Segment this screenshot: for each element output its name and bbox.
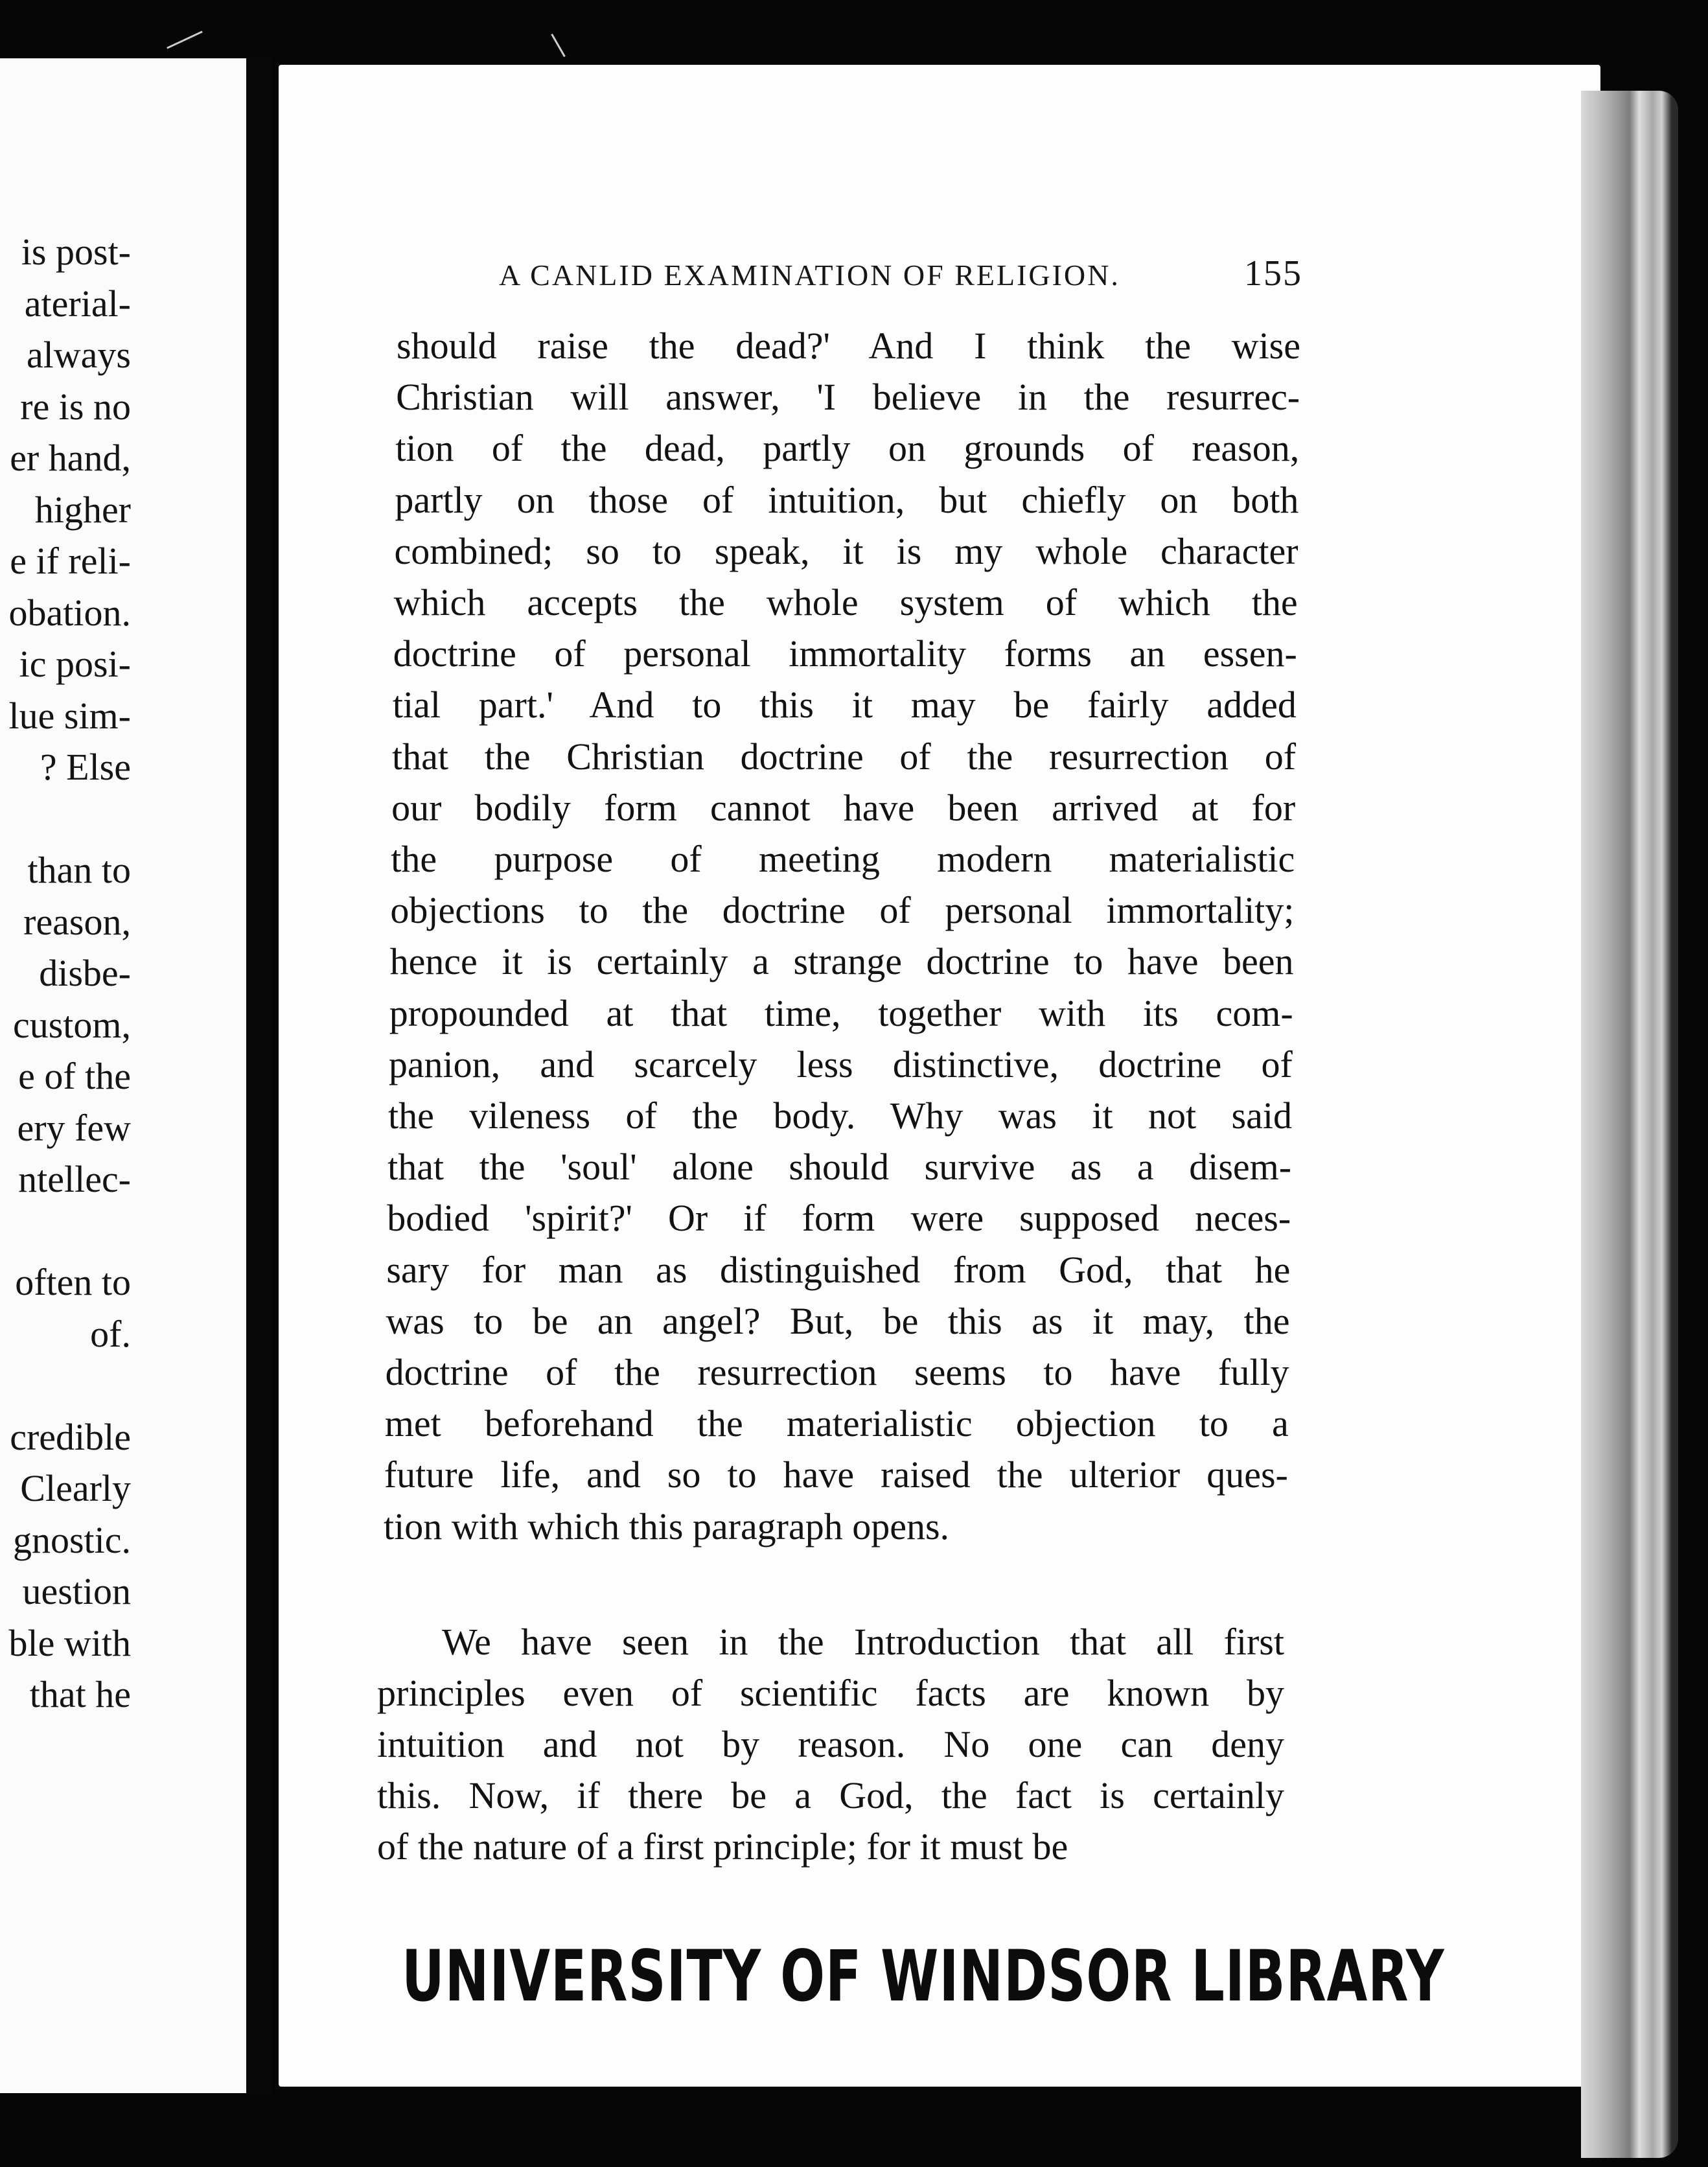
left-page-line: custom, [12, 1003, 131, 1046]
left-page-line: ble with [8, 1621, 131, 1664]
text-line: hence it is certainly a strange doctrine to have been [389, 940, 1294, 983]
scan-speck [167, 30, 203, 49]
text-line: intuition and not by reason. No one can deny [377, 1723, 1284, 1765]
text-line: should raise the dead?' And I think the wise [397, 325, 1300, 367]
left-page-line: higher [34, 488, 131, 531]
left-facing-page [0, 58, 246, 2093]
text-line: of the nature of a first principle; for it must be [377, 1825, 1068, 1868]
left-page-line: uestion [22, 1570, 131, 1612]
text-line: panion, and scarcely less distinctive, doctrine of [388, 1043, 1293, 1085]
left-page-line: Clearly [20, 1467, 131, 1509]
text-line: which accepts the whole system of which the [393, 581, 1298, 623]
text-line: doctrine of personal immortality forms an essen- [393, 632, 1297, 675]
text-line: principles even of scientific facts are known by [377, 1672, 1284, 1714]
scan-speck [551, 34, 566, 57]
text-line: this. Now, if there be a God, the fact is certainly [377, 1774, 1284, 1816]
text-line: tion of the dead, partly on grounds of reason, [395, 427, 1300, 470]
left-page-line: ntellec- [18, 1158, 131, 1200]
left-page-line: that he [29, 1673, 131, 1715]
left-page-line: e if reli- [10, 540, 131, 582]
text-line: We have seen in the Introduction that all first [442, 1621, 1284, 1663]
left-page-line: always [26, 334, 131, 376]
text-line: tion with which this paragraph opens. [384, 1505, 950, 1547]
text-line: future life, and so to have raised the ulterior ques- [384, 1454, 1288, 1496]
text-line: partly on those of intuition, but chiefly on both [395, 478, 1299, 521]
library-stamp: UNIVERSITY OF WINDSOR LIBRARY [402, 1934, 1445, 2018]
text-line: that the 'soul' alone should survive as a disem- [387, 1146, 1292, 1188]
left-page-line: is post- [21, 231, 131, 273]
text-line: propounded at that time, together with its com- [389, 991, 1293, 1034]
text-line: objections to the doctrine of personal immortality; [390, 889, 1295, 932]
left-page-line: gnostic. [12, 1518, 131, 1561]
left-page-line: credible [10, 1415, 131, 1458]
left-page-line: obation. [8, 591, 131, 634]
left-page-line: e of the [18, 1055, 131, 1097]
text-line: was to be an angel? But, be this as it may, the [386, 1299, 1290, 1342]
text-line: tial part.' And to this it may be fairly added [392, 684, 1297, 726]
text-line: the vileness of the body. Why was it not said [387, 1095, 1292, 1137]
left-page-line: reason, [23, 900, 131, 943]
text-line: sary for man as distinguished from God, that he [386, 1248, 1291, 1291]
text-line: combined; so to speak, it is my whole character [394, 529, 1298, 572]
left-page-line: lue sim- [8, 694, 131, 737]
left-page-line: re is no [20, 385, 131, 428]
left-page-line: ery few [17, 1106, 131, 1149]
left-page-line: er hand, [10, 437, 131, 479]
left-page-line: often to [15, 1261, 131, 1303]
text-line: doctrine of the resurrection seems to have fully [385, 1351, 1289, 1393]
text-line: that the Christian doctrine of the resurrection of [392, 735, 1297, 778]
left-page-line: of. [90, 1312, 131, 1355]
left-page-line: than to [27, 849, 131, 891]
left-page-line: disbe- [39, 952, 131, 994]
left-page-line: ? Else [40, 746, 131, 788]
text-line: bodied 'spirit?' Or if form were supposed neces- [387, 1197, 1291, 1240]
text-line: the purpose of meeting modern materialistic [391, 838, 1295, 880]
page-number: 155 [1244, 253, 1302, 294]
left-page-line: ic posi- [19, 643, 131, 685]
text-line: Christian will answer, 'I believe in the resurrec- [396, 376, 1300, 419]
page-edges [1581, 91, 1678, 2158]
running-title: A CANLID EXAMINATION OF RELIGION. [499, 259, 1120, 292]
text-line: our bodily form cannot have been arrived at for [391, 786, 1296, 829]
book-gutter [246, 58, 272, 2093]
left-page-line: aterial- [24, 282, 131, 325]
text-line: met beforehand the materialistic objection to a [384, 1402, 1289, 1445]
running-header [499, 253, 1302, 294]
